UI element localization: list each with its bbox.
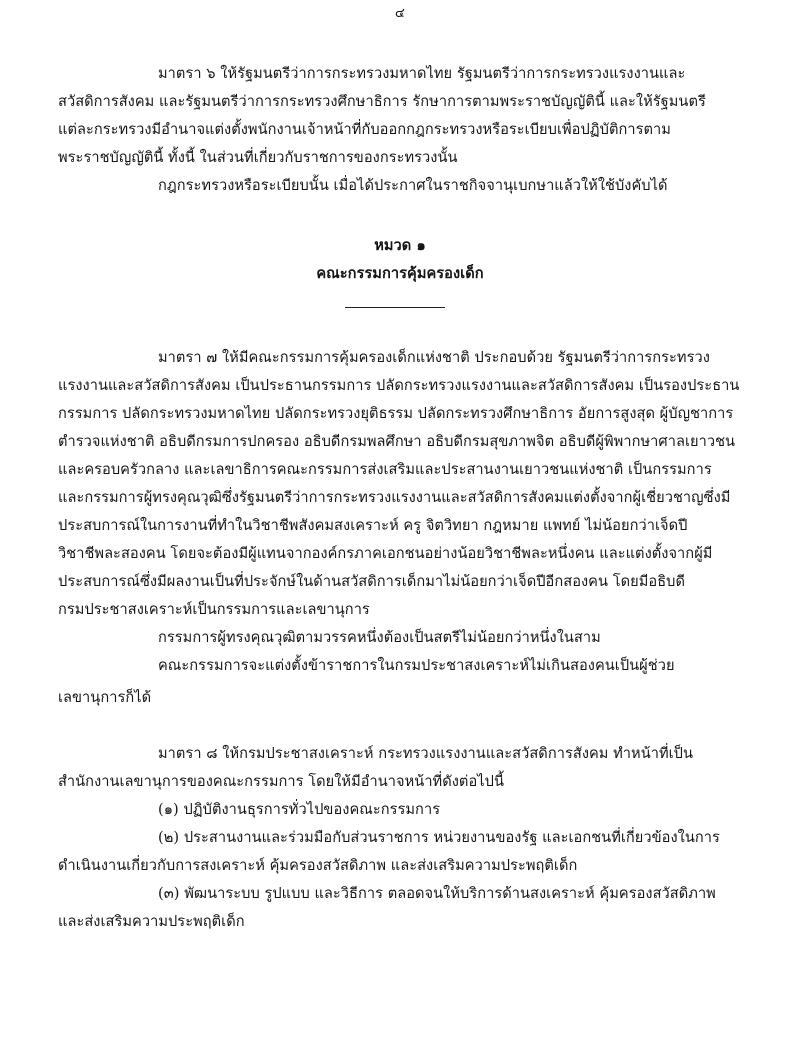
section-7-line-3: กรรมการ ปลัดกระทรวงมหาดไทย ปลัดกระทรวงยุติธรรม ปลัดกระทรวงศึกษาธิการ อัยการสูงสุด ผู้บัญชาการ [58, 405, 734, 422]
section-7-line-6: และกรรมการผู้ทรงคุณวุฒิซึ่งรัฐมนตรีว่าการกระทรวงแรงงานและสวัสดิการสังคมแต่งตั้งจากผู้เชี่ยวชาญซึ่งมี [58, 489, 731, 506]
section-7-line-8: วิชาชีพละสองคน โดยจะต้องมีผู้แทนจากองค์กรภาคเอกชนอย่างน้อยวิชาชีพละหนึ่งคน และแต่งตั้งจากผู้มี [58, 545, 713, 562]
section-8-item-2-line-2: ดำเนินงานเกี่ยวกับการสงเคราะห์ คุ้มครองสวัสดิภาพ และส่งเสริมความประพฤติเด็ก [58, 857, 578, 874]
page-number: ๔ [395, 6, 405, 21]
section-7-line-1: มาตรา ๗ ให้มีคณะกรรมการคุ้มครองเด็กแห่งชาติ ประกอบด้วย รัฐมนตรีว่าการกระทรวง [158, 349, 710, 366]
section-7-line-2: แรงงานและสวัสดิการสังคม เป็นประธานกรรมการ ปลัดกระทรวงแรงงานและสวัสดิการสังคม เป็นรองประธาน [58, 377, 740, 394]
section-7-paragraph-3-line-1: คณะกรรมการจะแต่งตั้งข้าราชการในกรมประชาสงเคราะห์ไม่เกินสองคนเป็นผู้ช่วย [158, 657, 675, 674]
section-6-paragraph-2: กฎกระทรวงหรือระเบียบนั้น เมื่อได้ประกาศในราชกิจจานุเบกษาแล้วให้ใช้บังคับได้ [158, 177, 668, 194]
section-8-item-3-line-2: และส่งเสริมความประพฤติเด็ก [58, 913, 245, 930]
section-7-paragraph-2: กรรมการผู้ทรงคุณวุฒิตามวรรคหนึ่งต้องเป็นสตรีไม่น้อยกว่าหนึ่งในสาม [158, 629, 601, 646]
section-8-line-1: มาตรา ๘ ให้กรมประชาสงเคราะห์ กระทรวงแรงงานและสวัสดิการสังคม ทำหน้าที่เป็น [158, 745, 694, 762]
section-7-line-4: ตำรวจแห่งชาติ อธิบดีกรมการปกครอง อธิบดีกรมพลศึกษา อธิบดีกรมสุขภาพจิต อธิบดีผู้พิพากษาศาลเยาวชน [58, 433, 736, 450]
section-7-line-7: ประสบการณ์ในการงานที่ทำในวิชาชีพสังคมสงเคราะห์ ครู จิตวิทยา กฎหมาย แพทย์ ไม่น้อยกว่าเจ็ดปี [58, 517, 688, 534]
section-6-line-3: แต่ละกระทรวงมีอำนาจแต่งตั้งพนักงานเจ้าหน้าที่กับออกกฎกระทรวงหรือระเบียบเพื่อปฏิบัติการตาม [58, 121, 671, 138]
section-6-line-4: พระราชบัญญัตินี้ ทั้งนี้ ในส่วนที่เกี่ยวกับราชการของกระทรวงนั้น [58, 149, 458, 166]
section-6-line-2: สวัสดิการสังคม และรัฐมนตรีว่าการกระทรวงศึกษาธิการ รักษาการตามพระราชบัญญัตินี้ และให้รัฐมนตรี [58, 93, 706, 110]
section-8-item-3-line-1: (๓) พัฒนาระบบ รูปแบบ และวิธีการ ตลอดจนให้บริการด้านสงเคราะห์ คุ้มครองสวัสดิภาพ [158, 885, 716, 902]
section-8-line-2: สำนักงานเลขานุการของคณะกรรมการ โดยให้มีอำนาจหน้าที่ดังต่อไปนี้ [58, 773, 505, 790]
section-7-line-9: ประสบการณ์ซึ่งมีผลงานเป็นที่ประจักษ์ในด้านสวัสดิการเด็กมาไม่น้อยกว่าเจ็ดปีอีกสองคน โดยมีอธิบดี [58, 573, 686, 590]
section-7-line-5: และครอบครัวกลาง และเลขาธิการคณะกรรมการส่งเสริมและประสานงานเยาวชนแห่งชาติ เป็นกรรมการ [58, 461, 712, 478]
section-6-line-1: มาตรา ๖ ให้รัฐมนตรีว่าการกระทรวงมหาดไทย รัฐมนตรีว่าการกระทรวงแรงงานและ [158, 65, 686, 82]
section-8-item-2-line-1: (๒) ประสานงานและร่วมมือกับส่วนราชการ หน่วยงานของรัฐ และเอกชนที่เกี่ยวข้องในการ [158, 829, 720, 846]
section-8-item-1: (๑) ปฏิบัติงานธุรการทั่วไปของคณะกรรมการ [158, 801, 441, 818]
section-7-line-10: กรมประชาสงเคราะห์เป็นกรรมการและเลขานุการ [58, 601, 370, 618]
chapter-divider [345, 307, 445, 308]
chapter-heading: หมวด ๑ [374, 237, 426, 254]
section-7-paragraph-3-line-2: เลขานุการก็ได้ [58, 689, 152, 706]
chapter-title: คณะกรรมการคุ้มครองเด็ก [316, 265, 484, 282]
